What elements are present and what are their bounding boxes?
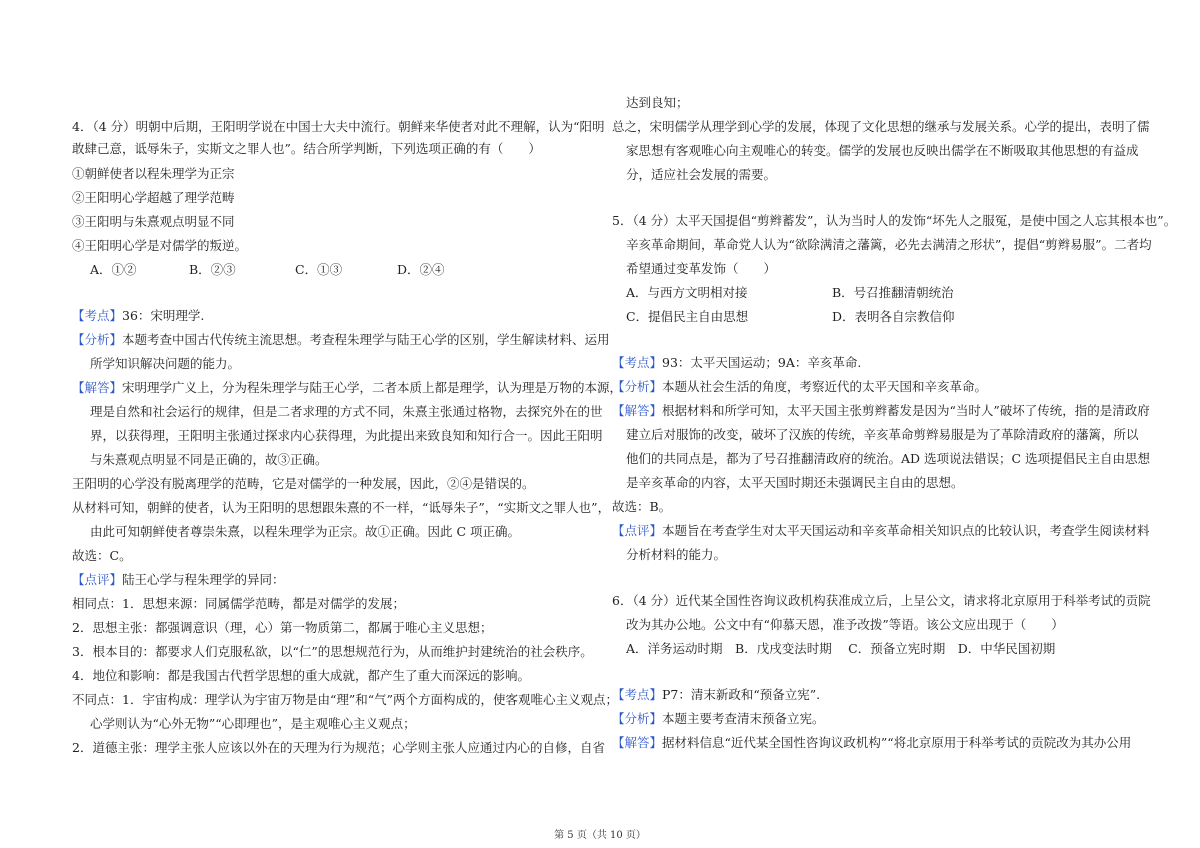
jieda-text-2: 理是自然和社会运行的规律，但是二者求理的方式不同，朱熹主张通过格物，去探究外在的世 (90, 404, 603, 419)
jieda-line (72, 379, 622, 397)
jieda-answer: 故选：C。 (72, 548, 132, 563)
diff-point-1: 不同点：1．宇宙构成：理学认为宇宙万物是由“理”和“气”两个方面构成的，使客观唯心主义观点； (72, 692, 619, 707)
q5-dianping-line (612, 522, 1150, 540)
jieda-tag: 【解答】 (72, 380, 123, 395)
q4-item-3: ③王阳明与朱熹观点明显不同 (72, 214, 235, 229)
q4-item-4: ④王阳明心学是对儒学的叛逆。 (72, 238, 248, 253)
q6-jieda-line (612, 734, 1131, 752)
q6-jieda-text-1: 据材料信息“近代某全国性咨询议政机构”“将北京原用于科举考试的贡院改为其办公用 (662, 735, 1132, 750)
q5-dianping-text-2: 分析材料的能力。 (626, 547, 727, 562)
q6-fenxi-text: 本题主要考查清末预备立宪。 (662, 711, 825, 726)
fenxi-tag: 【分析】 (612, 711, 663, 726)
jieda-text-5: 王阳明的心学没有脱离理学的范畴，它是对儒学的一种发展，因此，②④是错误的。 (72, 476, 535, 491)
fenxi-text-2: 所学知识解决问题的能力。 (90, 356, 241, 371)
diff-point-1-cont: 心学则认为“心外无物”“心即理也”，是主观唯心主义观点； (90, 716, 416, 731)
jieda-tag: 【解答】 (612, 735, 663, 750)
fenxi-text: 本题考查中国古代传统主流思想。考查程朱理学与陆王心学的区别，学生解读材料、运用 (122, 332, 610, 347)
q5-kaodian-line (612, 354, 861, 372)
fenxi-tag: 【分析】 (612, 379, 663, 394)
q5-option-c: C．提倡民主自由思想 (626, 309, 749, 324)
q5-option-a: A．与西方文明相对接 (626, 285, 748, 300)
q5-stem-line2: 辛亥革命期间，革命党人认为“欲除满清之藩篱，必先去满清之形状”，提倡“剪辫易服”。二者均 (626, 237, 1152, 252)
jieda-text-6: 从材料可知，朝鲜的使者，认为王阳明的思想跟朱熹的不一样，“诋辱朱子”，“实斯文之罪人也”， (72, 500, 611, 515)
kaodian-text: 36：宋明理学. (122, 308, 205, 323)
q5-kaodian-text: 93：太平天国运动；9A：辛亥革命. (662, 355, 862, 370)
page-footer: 第 5 页（共 10 页） (554, 830, 646, 841)
kaodian-tag: 【考点】 (72, 308, 123, 323)
dianping-text: 陆王心学与程朱理学的异同： (122, 572, 285, 587)
q5-jieda-text-2: 建立后对服饰的改变，破坏了汉族的传统，辛亥革命剪辫易服是为了革除清政府的藩篱，所以 (626, 427, 1139, 442)
q4-stem-line1: 4．（4 分）明朝中后期，王阳明学说在中国士大夫中流行。朝鲜来华使者对此不理解，认为“阳明 (72, 119, 605, 134)
same-point-4: 4．地位和影响：都是我国古代哲学思想的重大成就，都产生了重大而深远的影响。 (72, 668, 530, 683)
dianping-tag: 【点评】 (612, 523, 663, 538)
q5-jieda-text-4: 是辛亥革命的内容，太平天国时期还未强调民主自由的思想。 (626, 475, 964, 490)
fenxi-tag: 【分析】 (72, 332, 123, 347)
q6-options: A．洋务运动时期 B．戊戌变法时期 C．预备立宪时期 D．中华民国初期 (626, 641, 1056, 656)
q5-answer: 故选：B。 (612, 499, 672, 514)
q5-jieda-text-3: 他们的共同点是，都为了号召推翻清政府的统治。AD 选项说法错误；C 选项提倡民主自由思想 (626, 451, 1151, 466)
q4-item-1: ①朝鲜使者以程朱理学为正宗 (72, 166, 235, 181)
diff-point-2: 2．道德主张：理学主张人应该以外在的天理为行为规范；心学则主张人应通过内心的自修，自省 (72, 740, 605, 755)
q5-option-b: B．号召推翻清朝统治 (832, 285, 954, 300)
summary-line-3: 分，适应社会发展的需要。 (626, 167, 777, 182)
kaodian-tag: 【考点】 (612, 687, 663, 702)
q4-option-d: D．②④ (397, 262, 445, 277)
summary-line-2: 家思想有客观唯心向主观唯心的转变。儒学的发展也反映出儒学在不断吸取其他思想的有益成 (626, 143, 1139, 158)
q5-fenxi-text: 本题从社会生活的角度，考察近代的太平天国和辛亥革命。 (662, 379, 988, 394)
q4-item-2: ②王阳明心学超越了理学范畴 (72, 190, 235, 205)
summary-line-1: 总之，宋明儒学从理学到心学的发展，体现了文化思想的继承与发展关系。心学的提出，表明了儒 (612, 119, 1150, 134)
q5-fenxi-line (612, 378, 987, 396)
fenxi-line (72, 331, 610, 349)
jieda-text-7: 由此可知朝鲜使者尊崇朱熹，以程朱理学为正宗。故①正确。因此 C 项正确。 (90, 524, 521, 539)
q4-option-c: C．①③ (295, 262, 343, 277)
jieda-text-3: 界，以获得理，王阳明主张通过探求内心获得理，为此提出来致良知和知行合一。因此王阳明 (90, 428, 603, 443)
q5-dianping-text-1: 本题旨在考查学生对太平天国运动和辛亥革命相关知识点的比较认识，考查学生阅读材料 (662, 523, 1150, 538)
q4-option-a: A．①② (90, 262, 137, 277)
q5-stem-line1: 5．（4 分）太平天国提倡“剪辫蓄发”，认为当时人的发饰“坏先人之服冤，是使中国之人忘其根本也”。 (612, 213, 1177, 228)
same-point-1: 相同点：1．思想来源：同属儒学范畴，都是对儒学的发展； (72, 596, 405, 611)
q6-stem-line1: 6．（4 分）近代某全国性咨询议政机构获准成立后，上呈公文，请求将北京原用于科举考试的贡院 (612, 593, 1151, 608)
jieda-text-1: 宋明理学广义上，分为程朱理学与陆王心学，二者本质上都是理学，认为理是万物的本源， (122, 380, 623, 395)
jieda-tag: 【解答】 (612, 403, 663, 418)
kaodian-line (72, 307, 204, 325)
dianping-tag: 【点评】 (72, 572, 123, 587)
q6-kaodian-text: P7：清末新政和“预备立宪”. (662, 687, 821, 702)
q4-option-b: B．②③ (189, 262, 236, 277)
q6-kaodian-line (612, 686, 820, 704)
same-point-3: 3．根本目的：都要求人们克服私欲，以“仁”的思想规范行为，从而维护封建统治的社会秩序。 (72, 644, 593, 659)
jieda-text-4: 与朱熹观点明显不同是正确的，故③正确。 (90, 452, 328, 467)
kaodian-tag: 【考点】 (612, 355, 663, 370)
same-point-2: 2．思想主张：都强调意识（理，心）第一物质第二，都属于唯心主义思想； (72, 620, 493, 635)
q4-stem-line2: 敢肆己意，诋辱朱子，实斯文之罪人也”。结合所学判断，下列选项正确的有（ ） (72, 141, 541, 156)
dianping-line (72, 571, 285, 589)
q6-fenxi-line (612, 710, 825, 728)
q5-option-d: D．表明各自宗教信仰 (832, 309, 955, 324)
q5-jieda-text-1: 根据材料和所学可知，太平天国主张剪辫蓄发是因为“当时人”破坏了传统，指的是清政府 (662, 403, 1150, 418)
q6-stem-line2: 改为其办公地。公文中有“仰慕天恩，准予改拨”等语。该公文应出现于（ ） (626, 617, 1064, 632)
q5-stem-line3: 希望通过变革发饰（ ） (626, 261, 777, 276)
q5-jieda-line (612, 402, 1150, 420)
continued-text: 达到良知； (626, 95, 689, 110)
